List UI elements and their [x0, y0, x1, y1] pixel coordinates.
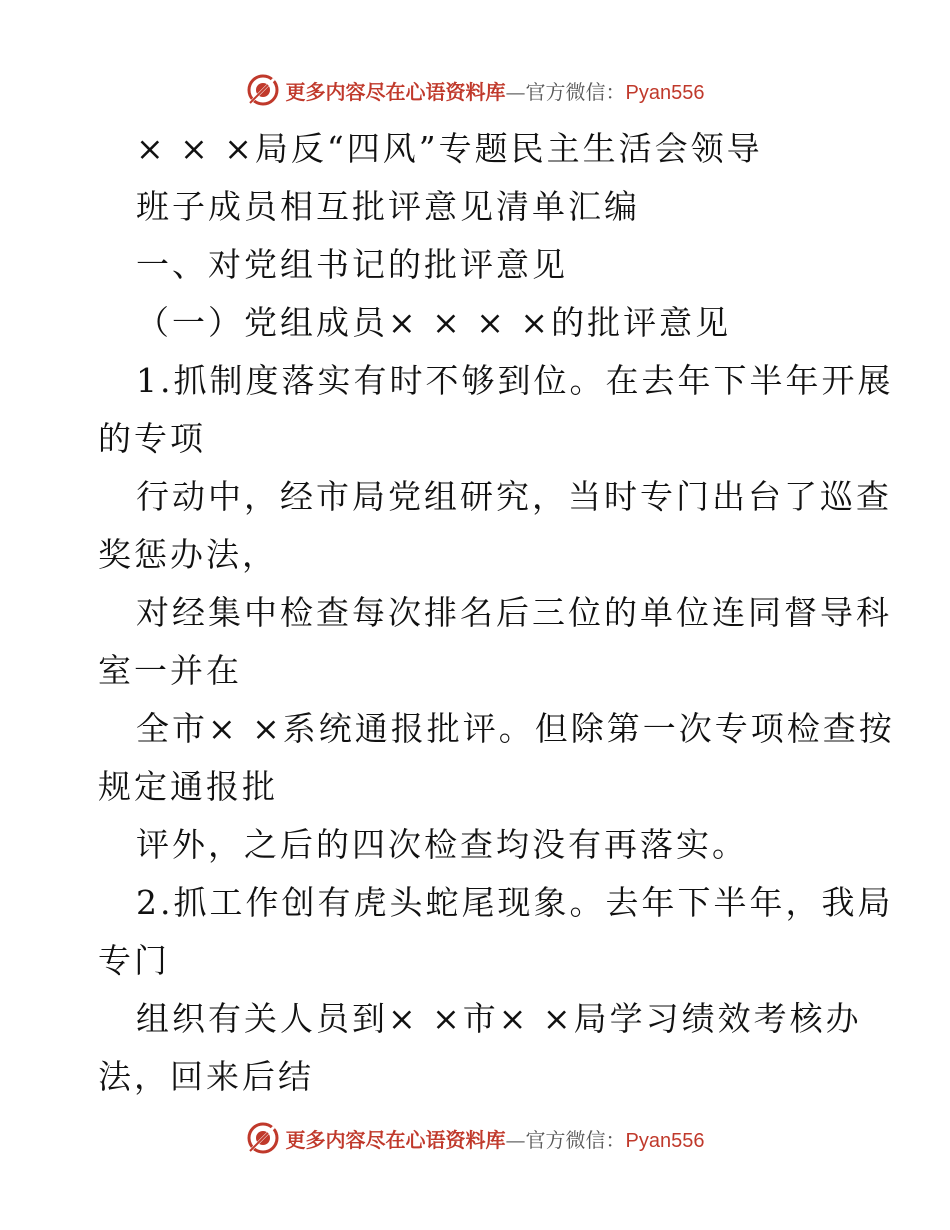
- brand-logo-icon: [246, 1121, 280, 1155]
- document-body: [98, 120, 895, 1106]
- header-label: 官方微信：: [525, 79, 626, 104]
- paragraph-line: 对经集中检查每次排名后三位的单位连同督导科: [136, 593, 892, 632]
- paragraph-line: 专门: [98, 941, 170, 980]
- paragraph-line: 组织有关人员到× ×市× ×局学习绩效考核办: [136, 999, 862, 1038]
- footer-label: 官方微信：: [525, 1127, 626, 1152]
- paragraph-line: 规定通报批: [98, 767, 278, 806]
- doc-title-line-2: 班子成员相互批评意见清单汇编: [136, 187, 640, 226]
- header-separator: —: [505, 79, 526, 104]
- paragraph-line: 的专项: [98, 419, 206, 458]
- doc-title-line-1: × × ×局反“四风”专题民主生活会领导: [136, 129, 763, 168]
- paragraph-line: 室一并在: [98, 651, 242, 690]
- paragraph-line: 评外，之后的四次检查均没有再落实。: [136, 825, 748, 864]
- paragraph-line: 2.抓工作创有虎头蛇尾现象。去年下半年，我局: [136, 883, 894, 922]
- header-account: Pyan556: [625, 81, 705, 104]
- paragraph-line: 全市× ×系统通报批评。但除第一次专项检查按: [136, 709, 895, 748]
- footer-account: Pyan556: [625, 1129, 705, 1152]
- header-brand-text: 更多内容尽在心语资料库: [285, 79, 506, 104]
- brand-logo-icon: [246, 73, 280, 107]
- subsection-heading: （一）党组成员× × × ×的批评意见: [136, 303, 732, 342]
- header-watermark: [0, 70, 950, 110]
- footer-brand-text: 更多内容尽在心语资料库: [285, 1127, 506, 1152]
- paragraph-line: 1.抓制度落实有时不够到位。在去年下半年开展: [136, 361, 894, 400]
- paragraph-line: 奖惩办法，: [98, 535, 278, 574]
- paragraph-line: 法，回来后结: [98, 1057, 314, 1096]
- footer-separator: —: [505, 1127, 526, 1152]
- paragraph-line: 行动中，经市局党组研究，当时专门出台了巡查: [136, 477, 892, 516]
- section-heading: 一、对党组书记的批评意见: [136, 245, 568, 284]
- footer-watermark: [0, 1118, 950, 1158]
